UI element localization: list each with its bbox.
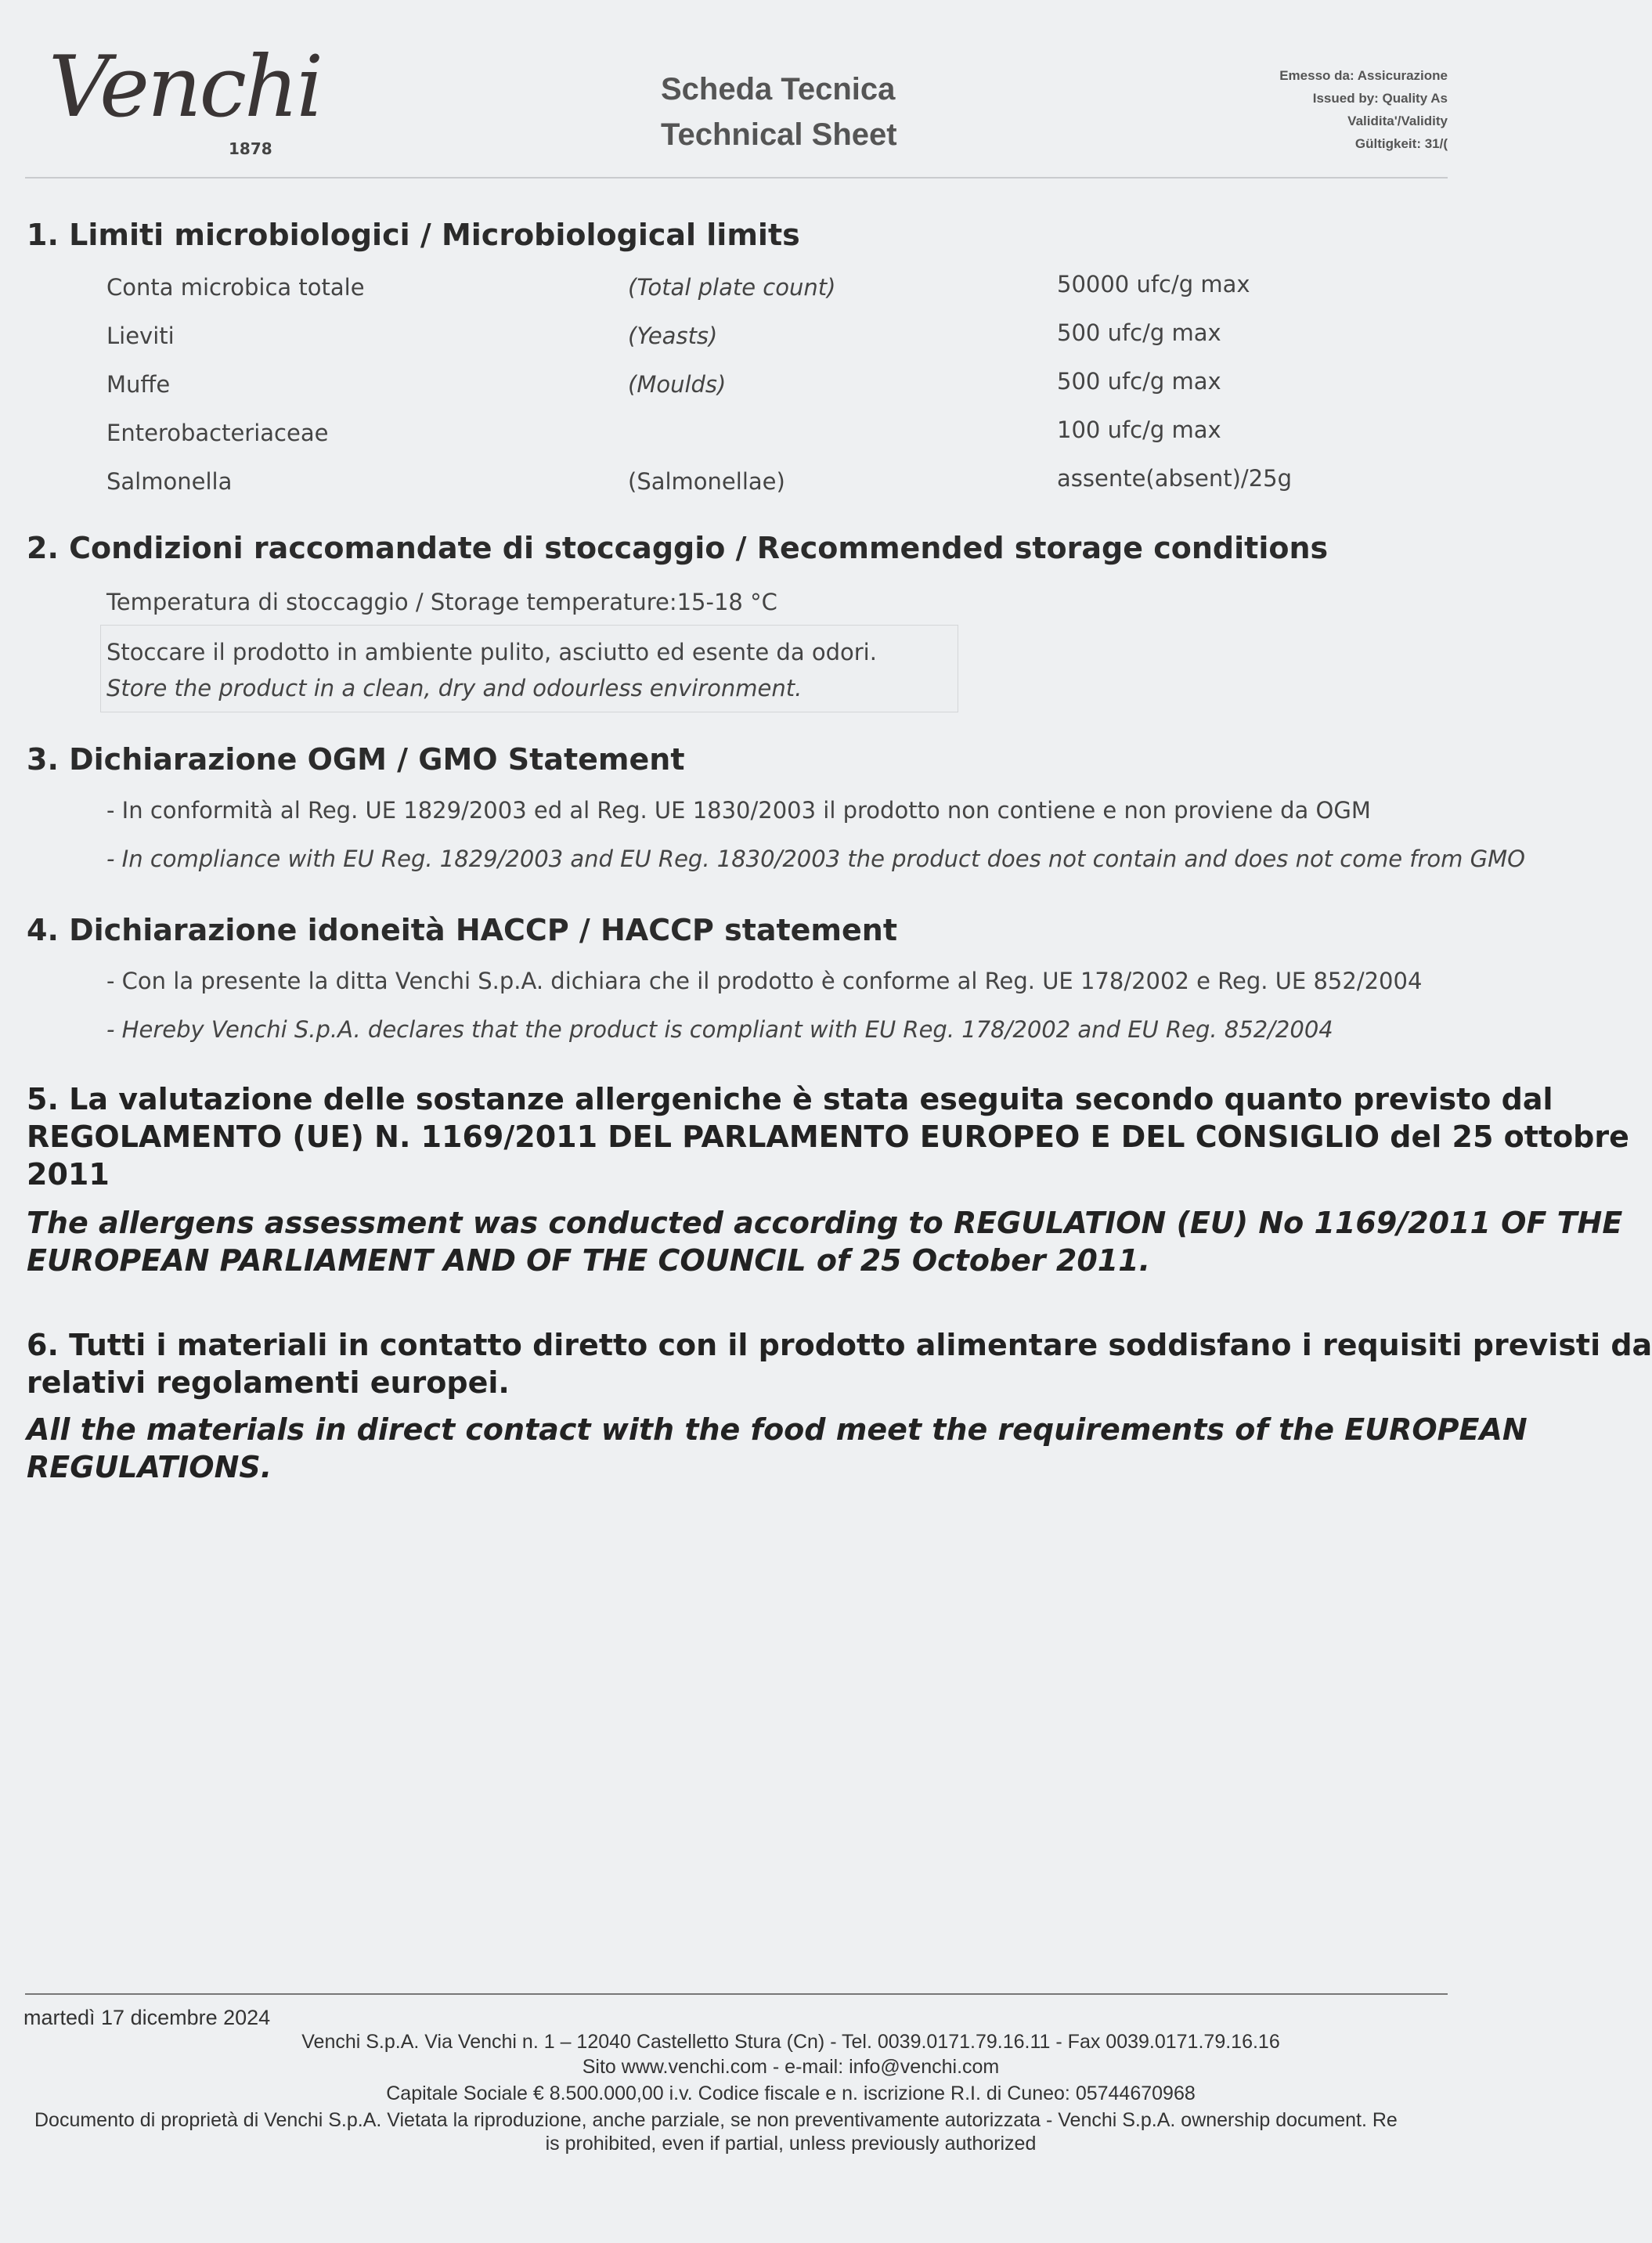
row-label-en: (Total plate count) (628, 274, 836, 301)
footer-site: Sito www.venchi.com - e-mail: info@venchi.com (582, 2056, 1000, 2078)
section1-title: 1. Limiti microbiologici / Microbiological limits (27, 218, 800, 252)
storage-note-it: Stoccare il prodotto in ambiente pulito, asciutto ed esente da odori. (106, 639, 877, 665)
title-italian: Scheda Tecnica (661, 72, 896, 106)
meta-validity: Validita'/Validity (1347, 114, 1448, 128)
row-label-en: (Moulds) (628, 371, 727, 398)
header-divider (25, 177, 1448, 179)
meta-issued-en: Issued by: Quality As (1312, 91, 1448, 106)
allergens-it-line1: 5. La valutazione delle sostanze allergeniche è stata eseguita secondo quanto previsto dal (27, 1082, 1553, 1116)
logo-year: 1878 (229, 139, 272, 158)
title-english: Technical Sheet (661, 117, 897, 152)
meta-gultigkeit: Gültigkeit: 31/( (1354, 136, 1448, 151)
meta-issued-it: Emesso da: Assicurazione (1279, 68, 1448, 83)
section4-title: 4. Dichiarazione idoneità HACCP / HACCP statement (27, 913, 898, 947)
materials-it-line1: 6. Tutti i materiali in contatto diretto con il prodotto alimentare soddisfano i requisiti previsti da (27, 1328, 1652, 1362)
row-limit: 500 ufc/g max (1057, 368, 1221, 395)
materials-en-line1: All the materials in direct contact with the food meet the requirements of the EUROPEAN (27, 1412, 1528, 1447)
storage-note-en: Store the product in a clean, dry and odourless environment. (106, 675, 803, 701)
section3-title: 3. Dichiarazione OGM / GMO Statement (27, 742, 685, 777)
footer-date: martedì 17 dicembre 2024 (23, 2006, 271, 2029)
allergens-it-line3: 2011 (27, 1157, 110, 1192)
row-limit: 500 ufc/g max (1057, 319, 1221, 346)
row-label-it: Conta microbica totale (106, 274, 365, 301)
document-meta (1279, 64, 1448, 155)
row-label-en: (Yeasts) (628, 323, 718, 349)
footer-ownership-2: is prohibited, even if partial, unless previously authorized (545, 2133, 1037, 2155)
footer-ownership: Documento di proprietà di Venchi S.p.A. Vietata la riproduzione, anche parziale, se non preventivamente autorizzata - Venchi S.p.A. ownership document. Re (34, 2109, 1398, 2131)
allergens-it-line2: REGOLAMENTO (UE) N. 1169/2011 DEL PARLAMENTO EUROPEO E DEL CONSIGLIO del 25 ottobre (27, 1120, 1629, 1154)
row-limit: 50000 ufc/g max (1057, 271, 1250, 298)
footer-divider (25, 1993, 1448, 1995)
footer-capital: Capitale Sociale € 8.500.000,00 i.v. Codice fiscale e n. iscrizione R.I. di Cuneo: 05744670968 (386, 2083, 1196, 2104)
storage-temperature: Temperatura di stoccaggio / Storage temperature:15-18 °C (106, 589, 777, 615)
row-label-it: Salmonella (106, 468, 233, 495)
allergens-en-line2: EUROPEAN PARLIAMENT AND OF THE COUNCIL of 25 October 2011. (27, 1243, 1151, 1278)
haccp-statement-en: - Hereby Venchi S.p.A. declares that the product is compliant with EU Reg. 178/2002 and EU Reg. 852/2004 (106, 1016, 1333, 1043)
row-limit: assente(absent)/25g (1057, 465, 1293, 492)
venchi-logo: Venchi (49, 38, 322, 136)
gmo-statement-it: - In conformità al Reg. UE 1829/2003 ed al Reg. UE 1830/2003 il prodotto non contiene e non proviene da OGM (106, 797, 1371, 824)
materials-it-line2: relativi regolamenti europei. (27, 1365, 510, 1400)
row-label-it: Muffe (106, 371, 171, 398)
section2-title: 2. Condizioni raccomandate di stoccaggio / Recommended storage conditions (27, 531, 1329, 565)
row-limit: 100 ufc/g max (1057, 417, 1221, 443)
row-label-en: (Salmonellae) (628, 468, 785, 495)
footer-address: Venchi S.p.A. Via Venchi n. 1 – 12040 Castelletto Stura (Cn) - Tel. 0039.0171.79.16.11 - Fax 0039.0171.79.16.16 (301, 2031, 1280, 2053)
gmo-statement-en: - In compliance with EU Reg. 1829/2003 and EU Reg. 1830/2003 the product does not contain and does not come from GMO (106, 846, 1525, 872)
row-label-it: Enterobacteriaceae (106, 420, 329, 446)
materials-en-line2: REGULATIONS. (27, 1450, 272, 1484)
haccp-statement-it: - Con la presente la ditta Venchi S.p.A. dichiara che il prodotto è conforme al Reg. UE 178/2002 e Reg. UE 852/2004 (106, 968, 1423, 994)
allergens-en-line1: The allergens assessment was conducted according to REGULATION (EU) No 1169/2011 OF THE (27, 1206, 1623, 1240)
row-label-it: Lieviti (106, 323, 175, 349)
